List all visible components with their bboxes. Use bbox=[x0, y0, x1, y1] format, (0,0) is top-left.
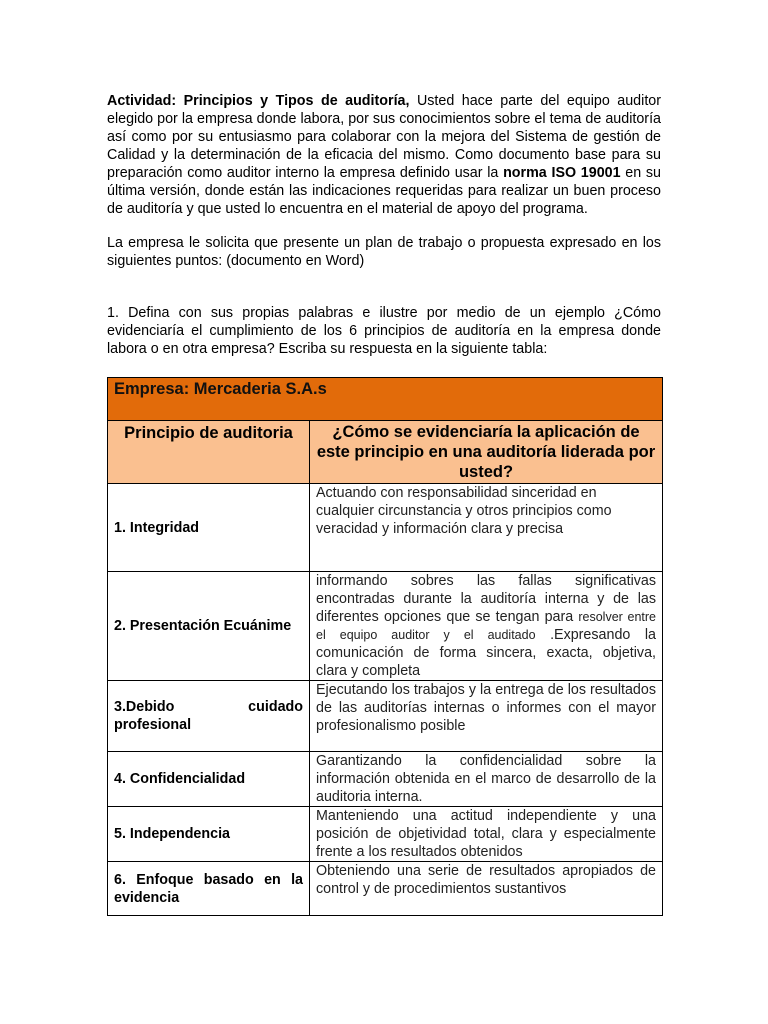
table-row bbox=[108, 807, 663, 862]
answer-cell bbox=[310, 572, 663, 681]
answer-text-b: .Expresando la comunicación de forma sincera, exacta, objetiva, clara y completa bbox=[316, 627, 656, 679]
header-row bbox=[108, 421, 663, 484]
answer-cell: Garantizando la confidencialidad sobre la información obtenida en el marco de desarrollo de la auditoria interna. bbox=[310, 752, 663, 807]
table-row bbox=[108, 752, 663, 807]
column-header-evidence: ¿Cómo se evidenciaría la aplicación de este principio en una auditoría liderada por usted? bbox=[310, 421, 663, 484]
principle-cell: 2. Presentación Ecuánime bbox=[108, 572, 310, 681]
answer-cell: Actuando con responsabilidad sinceridad en cualquier circunstancia y otros principios como veracidad y información clara y precisa bbox=[310, 484, 663, 572]
table-row bbox=[108, 484, 663, 572]
principle-cell: 1. Integridad bbox=[108, 484, 310, 572]
activity-title: Actividad: Principios y Tipos de auditoría, bbox=[107, 93, 410, 109]
principle-cell: 5. Independencia bbox=[108, 807, 310, 862]
answer-cell: Obteniendo una serie de resultados apropiados de control y de procedimientos sustantivos bbox=[310, 862, 663, 916]
principle-cell: 3.Debido cuidado profesional bbox=[108, 681, 310, 752]
principle-cell: 4. Confidencialidad bbox=[108, 752, 310, 807]
company-name: Empresa: Mercaderia S.A.s bbox=[108, 378, 663, 421]
table-row bbox=[108, 862, 663, 916]
company-row bbox=[108, 378, 663, 421]
principle-cell: 6. Enfoque basado en la evidencia bbox=[108, 862, 310, 916]
table-row bbox=[108, 572, 663, 681]
column-header-principle: Principio de auditoria bbox=[108, 421, 310, 484]
answer-text-a: informando sobres las fallas significativas encontradas durante la auditoría interna y de las diferentes opciones que se tengan para bbox=[316, 573, 656, 625]
document-body bbox=[107, 92, 661, 358]
intro-paragraph bbox=[107, 92, 661, 218]
answer-text-small: resolver entre el equipo auditor y el auditado bbox=[316, 610, 656, 642]
norm-name: norma ISO 19001 bbox=[503, 165, 621, 181]
table-row bbox=[108, 681, 663, 752]
intro-text-a: Usted hace parte del equipo auditor elegido por la empresa donde labora, por sus conocimientos sobre el tema de auditoría así como por su entusiasmo para colaborar con la mejora del Sistema de gestión de Calidad y la determinación de la eficacia del mismo. Como documento base para su preparación como auditor interno la empresa definido usar la bbox=[107, 93, 661, 181]
answer-cell: Manteniendo una actitud independiente y una posición de objetividad total, clara y especialmente frente a los resultados obtenidos bbox=[310, 807, 663, 862]
principles-table bbox=[107, 377, 663, 916]
question-paragraph: 1. Defina con sus propias palabras e ilustre por medio de un ejemplo ¿Cómo evidenciaría el cumplimiento de los 6 principios de auditoría en la empresa donde labora o en otra empresa? Escriba su respuesta en la siguiente tabla: bbox=[107, 305, 661, 357]
answer-cell: Ejecutando los trabajos y la entrega de los resultados de las auditorías internas o informes con el mayor profesionalismo posible bbox=[310, 681, 663, 752]
intro-text-b: en su última versión, donde están las indicaciones requeridas para realizar un buen proceso de auditoría y que usted lo encuentra en el material de apoyo del programa. bbox=[107, 165, 661, 217]
request-paragraph: La empresa le solicita que presente un plan de trabajo o propuesta expresado en los siguientes puntos: (documento en Word) bbox=[107, 235, 661, 269]
